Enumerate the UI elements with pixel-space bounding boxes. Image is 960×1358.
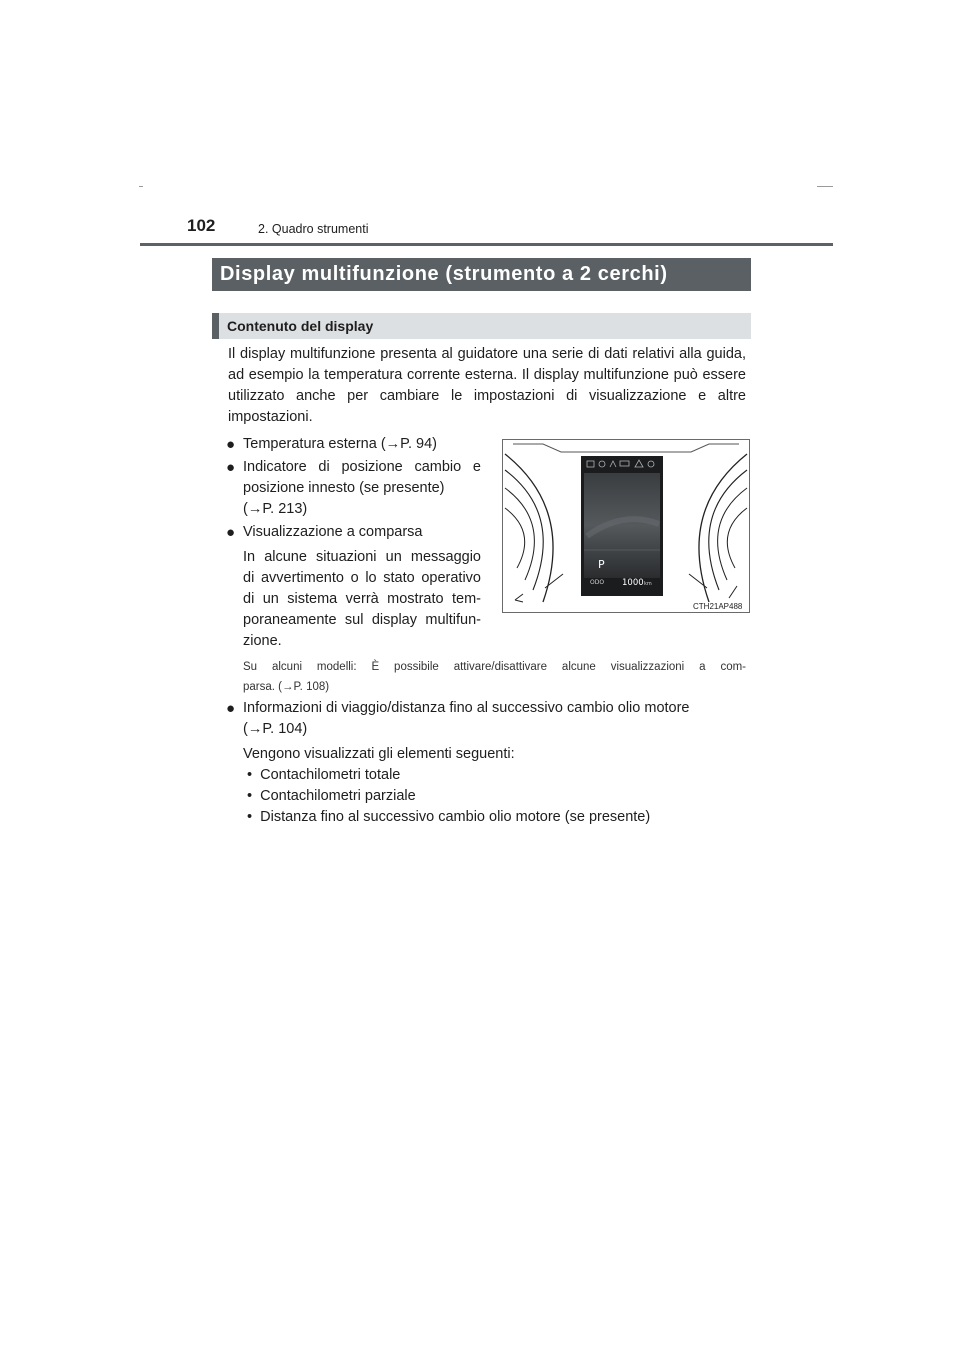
bullet-popup-display: Visualizzazione a comparsa bbox=[243, 524, 423, 540]
bullet-icon: ● bbox=[226, 436, 236, 453]
page-title: Display multifunzione (strumento a 2 cerchi) bbox=[212, 258, 751, 291]
intro-paragraph: Il display multifunzione presenta al guidatore una serie di dati relativi alla guida, ad esempio la temperatura corrente esterna. Il display multifunzione può essere utilizzato anche per cambiare le impostazioni di visualizzazione e altre impostazioni. bbox=[228, 346, 746, 425]
header-rule bbox=[140, 243, 833, 246]
multifunction-display-screen bbox=[584, 473, 660, 578]
right-gauge-arc bbox=[718, 488, 747, 580]
right-gauge-arc bbox=[709, 470, 747, 590]
shown-item-label: Contachilometri parziale bbox=[260, 788, 416, 804]
bullet-icon: ● bbox=[226, 459, 236, 476]
popup-line: In alcune situazioni un messaggio bbox=[243, 549, 481, 565]
popup-line: poraneamente sul display multifun- bbox=[243, 612, 481, 628]
popup-line: di un sistema verrà mostrato tem- bbox=[243, 591, 481, 607]
bullet-trip-line2: (→P. 104) bbox=[243, 721, 308, 737]
section-label: 2. Quadro strumenti bbox=[258, 222, 369, 236]
bullet-icon: ● bbox=[226, 524, 236, 541]
odo-value-text: 1000 bbox=[622, 578, 644, 588]
shown-item: • Contachilometri parziale bbox=[247, 788, 416, 804]
shown-item: • Distanza fino al successivo cambio olio motore (se presente) bbox=[247, 809, 651, 825]
shown-item: • Contachilometri totale bbox=[247, 767, 401, 783]
page-number: 102 bbox=[187, 216, 216, 235]
bullet-gear-indicator bbox=[243, 457, 481, 520]
bullet-gear-line2: posizione innesto (se presente) bbox=[243, 480, 445, 496]
popup-line: zione. bbox=[243, 633, 282, 649]
bullet-trip-line1: Informazioni di viaggio/distanza fino al successivo cambio olio motore bbox=[243, 700, 690, 716]
popup-description bbox=[243, 547, 481, 652]
bullet-gear-line1: Indicatore di posizione cambio e bbox=[243, 459, 481, 475]
section-subtitle: Contenuto del display bbox=[212, 313, 751, 339]
crop-mark-right bbox=[817, 186, 833, 187]
shown-items-intro: Vengono visualizzati gli elementi seguenti: bbox=[243, 746, 515, 762]
bullet-trip-info bbox=[243, 698, 748, 740]
note-line1: Su alcuni modelli: È possibile attivare/disattivare alcune visualizzazioni a com- bbox=[243, 661, 746, 673]
left-gauge-arc bbox=[505, 470, 543, 590]
bullet-outside-temperature: Temperatura esterna (→P. 94) bbox=[243, 436, 437, 452]
right-gauge-arc bbox=[727, 508, 747, 568]
odo-label-text: ODO bbox=[590, 579, 605, 586]
bullet-gear-line3: (→P. 213) bbox=[243, 501, 308, 517]
note-popup-settings bbox=[243, 657, 746, 697]
odo-unit-text: km bbox=[644, 581, 652, 587]
note-line2: parsa. (→P. 108) bbox=[243, 681, 330, 693]
left-gauge-arc bbox=[505, 508, 525, 568]
popup-line: di avvertimento o lo stato operativo bbox=[243, 570, 481, 586]
gear-position-text: P bbox=[598, 558, 605, 571]
instrument-cluster-illustration bbox=[503, 440, 749, 612]
crop-mark-left bbox=[139, 186, 143, 187]
left-gauge-arc bbox=[505, 488, 534, 580]
bullet-icon: ● bbox=[226, 700, 236, 717]
figure-code: CTH21AP488 bbox=[693, 602, 743, 611]
shown-item-label: Contachilometri totale bbox=[260, 767, 401, 783]
instrument-cluster-figure bbox=[502, 439, 750, 613]
shown-item-label: Distanza fino al successivo cambio olio motore (se presente) bbox=[260, 809, 651, 825]
